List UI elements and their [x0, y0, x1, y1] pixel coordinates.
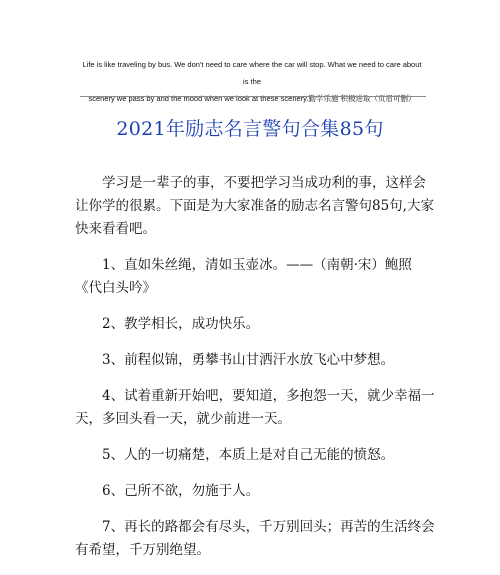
- quote-item: 6、己所不欲，勿施于人。: [102, 483, 260, 499]
- quote-item: 7、再长的路都会有尽头，千万别回头；再苦的生活终会有希望，千万别绝望。: [75, 519, 435, 558]
- header-divider: [80, 96, 426, 97]
- quote-item: 4、试着重新开始吧，要知道，多抱怨一天，就少幸福一天，多回头看一天，就少前进一天。: [75, 388, 435, 427]
- document-body: [75, 172, 435, 575]
- quote-item: 3、前程似锦，勇攀书山甘洒汗水放飞心中梦想。: [102, 352, 395, 368]
- quote-item: 2、教学相长，成功快乐。: [102, 316, 260, 332]
- header-line-1: Life is like traveling by bus. We don't need to care where the car will stop. What we need to care about is the: [82, 60, 422, 86]
- quote-item: 1、直如朱丝绳，清如玉壶冰。——（南朝·宋）鲍照《代白头吟》: [75, 257, 412, 296]
- document-title: 2021年励志名言警句合集85句: [116, 118, 384, 140]
- quote-item: 5、人的一切痛楚，本质上是对自己无能的愤怒。: [102, 447, 395, 463]
- page-header: [80, 56, 424, 107]
- intro-paragraph: 学习是一辈子的事，不要把学习当成功利的事，这样会让你学的很累。下面是为大家准备的励志名言警句85句,大家快来看看吧。: [75, 175, 434, 237]
- header-line-2: scenery we pass by and the mood when we look at these scenery.勤学乐施 积极进取（页眉可删）: [88, 94, 416, 103]
